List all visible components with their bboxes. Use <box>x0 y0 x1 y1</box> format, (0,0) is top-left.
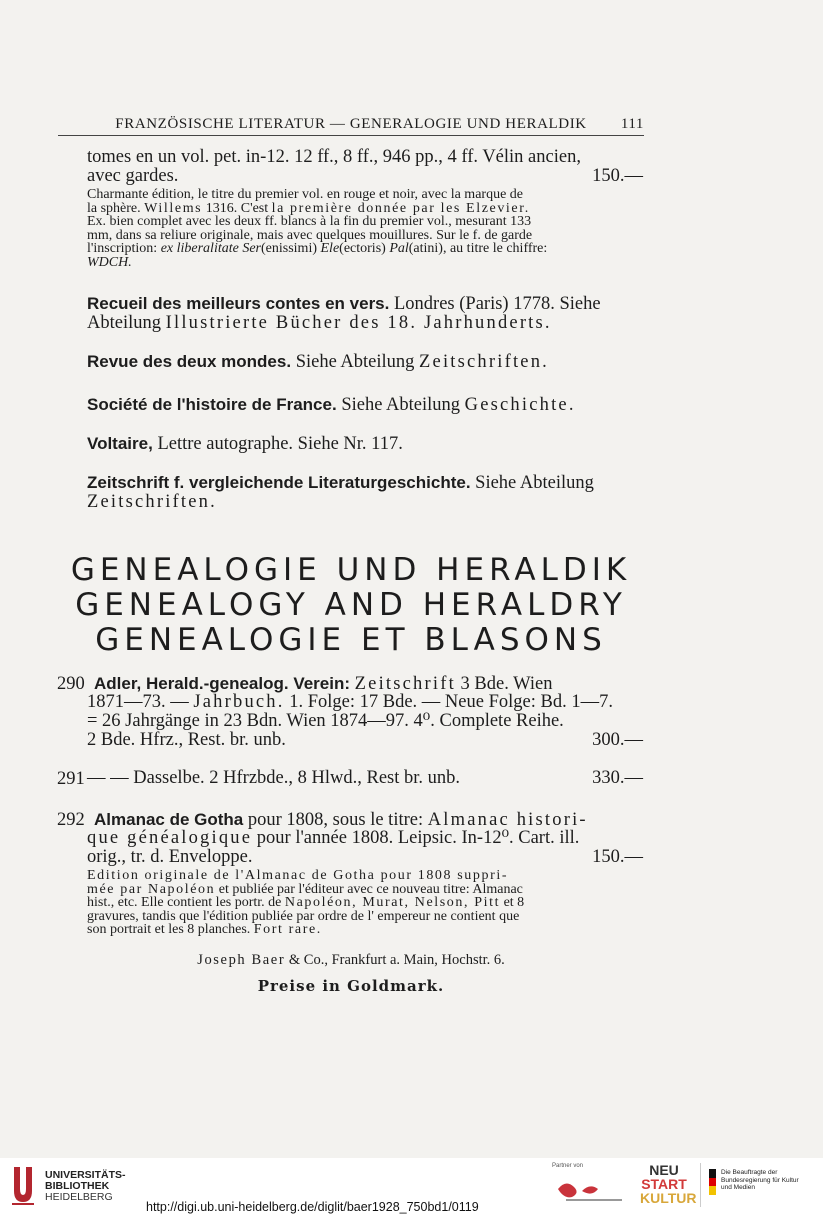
note-text: la sphère. <box>87 200 141 216</box>
entry-text: orig., tr. d. Enveloppe. <box>87 847 253 867</box>
publisher-line <box>58 952 644 969</box>
note-text: la première donnée par les Elzevier. <box>271 200 530 216</box>
entry-text: — — Dasselbe. 2 Hfrzbde., 8 Hlwd., Rest br. unb. <box>87 768 461 788</box>
entry-title: Recueil des meilleurs contes en vers. <box>87 294 390 313</box>
note-text: Ele <box>320 241 340 256</box>
note-text: hist., etc. Elle contient les portr. de <box>87 895 282 910</box>
partner-logo-icon[interactable] <box>552 1175 632 1205</box>
entry-note <box>87 188 643 269</box>
entry-text-line <box>87 434 643 454</box>
note-text: (enissimi) <box>261 241 317 256</box>
neustart-line: START <box>641 1176 687 1192</box>
neustart-line: NEU <box>649 1162 679 1178</box>
neustart-line: KULTUR <box>640 1190 697 1206</box>
note-text: l'inscription: <box>87 241 158 256</box>
note-line <box>87 242 643 256</box>
entry-text-line: Zeitschriften. <box>87 492 217 512</box>
entry-text-line <box>87 395 643 415</box>
price: 150.— <box>592 847 643 867</box>
note-line: Edition originale de l'Almanac de Gotha pour 1808 suppri- <box>87 868 509 883</box>
note-line: Charmante édition, le titre du premier vol. en rouge et noir, avec la marque de <box>87 187 523 202</box>
entry-text-line: tomes en un vol. pet. in-12. 12 ff., 8 ff., 946 pp., 4 ff. Vélin ancien, <box>87 147 581 167</box>
entry-text: avec gardes. <box>87 166 179 186</box>
entry-zeitschrift <box>87 473 643 512</box>
note-text: et 8 <box>503 895 525 910</box>
prices-note: Preise in Goldmark. <box>257 977 445 995</box>
price: 330.— <box>592 768 643 788</box>
entry-text: Zeitschrift <box>354 674 456 694</box>
entry-text-line <box>87 167 643 186</box>
note-text: Willems <box>144 200 203 216</box>
note-line: mm, dans sa reliure originale, mais avec quelques mouillures. Sur le f. de garde <box>87 227 533 243</box>
entry-text-line <box>94 674 643 694</box>
note-line <box>87 202 643 216</box>
entry-text: Geschichte. <box>464 395 576 415</box>
entry-text-line <box>94 810 643 830</box>
entry-text: 1. Folge: 17 Bde. — Neue Folge: Bd. 1—7. <box>289 692 613 712</box>
entry-text: Londres (Paris) 1778. Siehe <box>394 294 601 314</box>
uni-line: BIBLIOTHEK <box>45 1180 110 1192</box>
entry-text: Almanac histori- <box>427 810 588 830</box>
note-text: mée par Napoléon <box>87 881 216 897</box>
entry-text-line: = 26 Jahrgänge in 23 Bdn. Wien 1874—97. 4⁰. Complete Reihe. <box>87 711 564 731</box>
entry-290 <box>94 674 643 694</box>
note-line: WDCH. <box>87 254 132 270</box>
entry-text: 1871—73. — <box>87 692 189 712</box>
section-heading-en: GENEALOGY AND HERALDRY <box>75 587 627 623</box>
note-line <box>87 923 643 937</box>
entry-text: pour 1808, sous le titre: <box>247 810 424 830</box>
bkm-logo[interactable] <box>700 1163 813 1207</box>
entry-text-line <box>87 848 643 867</box>
entry-text: Lettre autographe. Siehe Nr. 117. <box>157 434 403 454</box>
entry-text: Illustrierte Bücher des 18. Jahrhunderts. <box>165 313 552 333</box>
entry-title: Société de l'histoire de France. <box>87 395 337 414</box>
entry-text: 3 Bde. Wien <box>460 674 553 694</box>
note-text: Napoléon, Murat, Nelson, Pitt <box>284 895 501 910</box>
entry-text: Siehe Abteilung <box>295 352 415 372</box>
publisher-address: & Co., Frankfurt a. Main, Hochstr. 6. <box>288 952 505 968</box>
section-heading-de: GENEALOGIE UND HERALDIK <box>70 552 632 588</box>
running-head <box>58 116 644 133</box>
note-line: gravures, tandis que l'édition publiée par ordre de l' empereur ne contient que <box>87 908 520 924</box>
entry-text: 2 Bde. Hfrz., Rest. br. unb. <box>87 730 286 750</box>
entry-title: Zeitschrift f. vergleichende Literaturgeschichte. <box>87 473 471 492</box>
entry-291 <box>87 769 643 788</box>
entry-voltaire <box>87 434 643 454</box>
entry-290-cont <box>87 693 643 750</box>
entry-text-line <box>87 769 643 788</box>
entry-text: pour l'année 1808. Leipsic. In-12⁰. Cart. ill. <box>256 828 580 848</box>
university-name[interactable] <box>45 1170 126 1203</box>
uni-line: UNIVERSITÄTS- <box>45 1169 126 1181</box>
running-head-title: FRANZÖSISCHE LITERATUR — GENERALOGIE UND HERALDIK <box>115 116 587 132</box>
entry-title: Almanac de Gotha <box>94 810 244 829</box>
entry-text: Siehe Abteilung <box>475 473 594 493</box>
entry-text-line <box>87 473 643 493</box>
note-text: ex liberalitate Ser <box>160 241 261 256</box>
university-logo-icon[interactable] <box>10 1165 36 1205</box>
note-line: Ex. bien complet avec les deux ff. blancs à la fin du premier vol., mesurant 133 <box>87 214 532 229</box>
price: 150.— <box>592 166 643 186</box>
note-text: et publiée par l'éditeur avec ce nouveau titre: Almanac <box>218 881 523 897</box>
entry-title: Adler, Herald.-genealog. Verein: <box>94 674 351 693</box>
entry-292 <box>94 810 643 830</box>
page-number: 111 <box>620 116 644 132</box>
entry-text: Zeitschriften. <box>419 352 549 372</box>
bkm-text: Die Beauftragte der Bundesregierung für Kultur und Medien <box>721 1169 799 1191</box>
header-rule <box>58 135 644 136</box>
note-text: Fort rare. <box>253 922 322 937</box>
note-line <box>87 883 643 897</box>
note-text: (atini), au titre le chiffre: <box>408 241 548 256</box>
entry-text: Abteilung <box>87 313 161 333</box>
german-flag-icon <box>709 1169 716 1195</box>
entry-text: Siehe Abteilung <box>341 395 461 415</box>
entry-title: Revue des deux mondes. <box>87 352 292 371</box>
section-heading-fr: GENEALOGIE ET BLASONS <box>95 622 607 658</box>
entry-number: 291 <box>57 769 85 789</box>
entry-292-cont <box>87 829 643 867</box>
entry-text: que généalogique <box>87 828 253 848</box>
entry-number: 290 <box>57 674 85 694</box>
entry-title: Voltaire, <box>87 434 153 453</box>
entry-text-line <box>87 693 643 712</box>
price: 300.— <box>592 730 643 750</box>
entry-text-line <box>87 294 643 314</box>
entry-revue <box>87 352 643 372</box>
publisher-name: Joseph Baer <box>197 952 286 968</box>
note-line <box>87 896 643 910</box>
entry-292-note <box>87 869 643 937</box>
note-text: Pal <box>389 241 409 256</box>
entry-text-line <box>87 829 643 848</box>
entry-societe <box>87 395 643 415</box>
entry-text-line <box>87 314 643 333</box>
partner-label: Partner von <box>552 1163 584 1169</box>
note-text: son portrait et les 8 planches. <box>87 922 251 937</box>
entry-number: 292 <box>57 810 85 830</box>
permalink-url[interactable]: http://digi.ub.uni-heidelberg.de/diglit/baer1928_750bd1/0119 <box>146 1200 479 1214</box>
entry-text-line <box>87 352 643 372</box>
entry-recueil <box>87 294 643 333</box>
entry-text: Jahrbuch. <box>193 692 285 712</box>
note-text: (ectoris) <box>339 241 386 256</box>
entry-text-line <box>87 731 643 750</box>
neustart-kultur-logo[interactable] <box>640 1162 697 1207</box>
note-text: 1316. C'est <box>205 200 269 216</box>
uni-line: HEIDELBERG <box>45 1191 113 1203</box>
continued-entry <box>87 148 643 186</box>
